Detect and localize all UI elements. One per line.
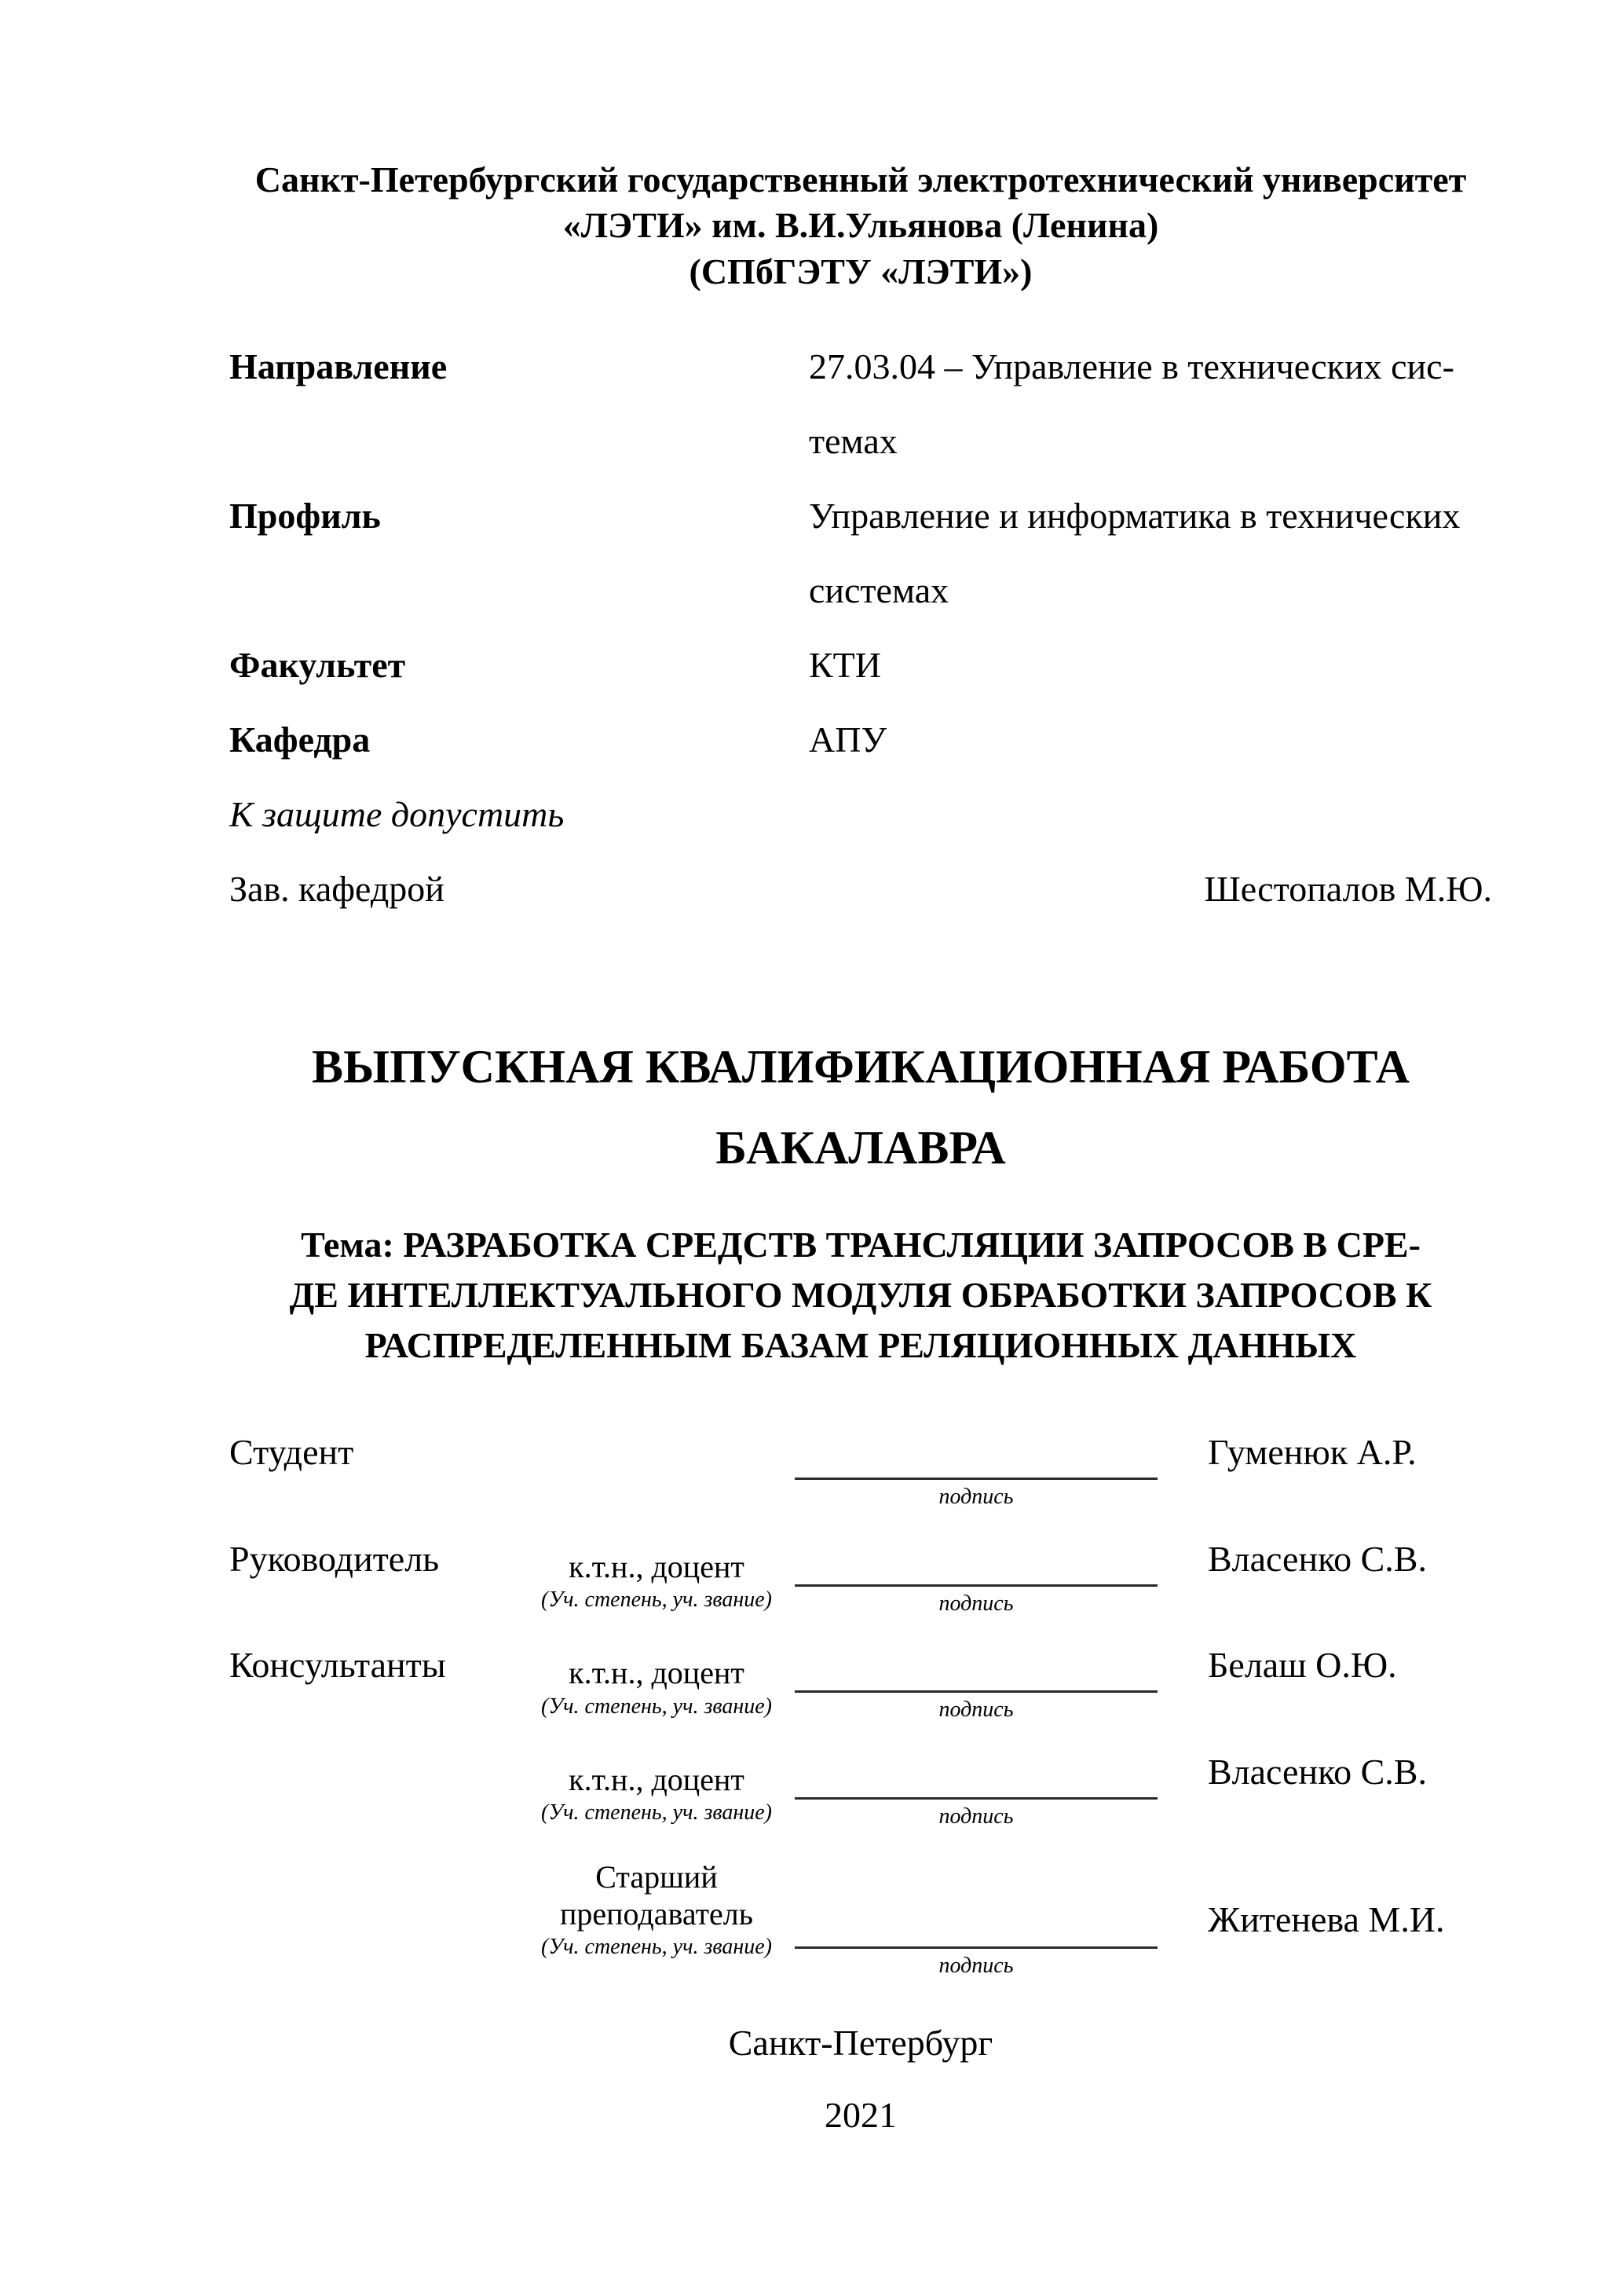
university-name-line3: (СПбГЭТУ «ЛЭТИ»): [689, 251, 1033, 291]
supervisor-name: Власенко С.В.: [1208, 1538, 1427, 1579]
student-name: Гуменюк А.Р.: [1208, 1432, 1417, 1473]
signature-line: [795, 1645, 1158, 1693]
page-footer: [229, 2007, 1492, 2151]
head-of-department-label: Зав. кафедрой: [229, 869, 444, 910]
info-row-direction: [229, 329, 1492, 478]
profile-label: Профиль: [229, 496, 381, 536]
thesis-theme-line1: Тема: РАЗРАБОТКА СРЕДСТВ ТРАНСЛЯЦИИ ЗАПРОСОВ В СРЕ-: [301, 1225, 1421, 1265]
direction-label: Направление: [229, 346, 448, 387]
consultant1-degree-text: к.т.н., доцент: [569, 1655, 744, 1691]
head-of-department-name: Шестопалов М.Ю.: [1204, 869, 1492, 910]
faculty-value-line1: КТИ: [809, 645, 881, 686]
admission-phrase: К защите допустить: [229, 794, 565, 835]
thesis-theme-line2: ДЕ ИНТЕЛЛЕКТУАЛЬНОГО МОДУЛЯ ОБРАБОТКИ ЗАПРОСОВ К: [289, 1275, 1432, 1316]
consultant3-degree: [518, 1858, 795, 1979]
consultant2-degree-text: к.т.н., доцент: [569, 1762, 744, 1797]
profile-value-line2: системах: [809, 570, 949, 611]
consultant3-signature-field: [795, 1858, 1158, 1979]
consultant3-name: Житенева М.И.: [1208, 1899, 1445, 1939]
signature-caption: подпись: [938, 1591, 1014, 1616]
signature-line: [795, 1752, 1158, 1800]
direction-value-line1: 27.03.04 – Управление в технических сис-: [809, 346, 1454, 387]
footer-city: Санкт-Петербург: [728, 2023, 993, 2063]
signature-row-supervisor: [229, 1539, 1492, 1617]
thesis-theme-line3: РАСПРЕДЕЛЕННЫМ БАЗАМ РЕЛЯЦИОННЫХ ДАННЫХ: [364, 1325, 1357, 1366]
footer-year: 2021: [825, 2095, 897, 2136]
signature-table: [229, 1432, 1492, 1979]
student-degree-caption: [518, 1441, 795, 1443]
consultant1-signature-field: [795, 1645, 1158, 1723]
signature-row-consultant-2: [229, 1752, 1492, 1830]
signature-caption: подпись: [938, 1485, 1014, 1510]
signature-caption: подпись: [938, 1697, 1014, 1723]
university-name-line2: «ЛЭТИ» им. В.И.Ульянова (Ленина): [562, 205, 1159, 246]
supervisor-degree: [518, 1539, 795, 1617]
supervisor-degree-text: к.т.н., доцент: [569, 1548, 744, 1584]
consultant2-signature-field: [795, 1752, 1158, 1830]
program-info-table: [229, 329, 1492, 777]
faculty-label: Факультет: [229, 645, 406, 686]
student-label: Студент: [229, 1432, 354, 1473]
student-degree: [518, 1432, 795, 1511]
signature-row-consultant-3: [229, 1858, 1492, 1979]
signature-line: [795, 1432, 1158, 1480]
faculty-value: [809, 628, 1492, 702]
info-row-department: [229, 702, 1492, 777]
consultant3-degree-text: Старший преподаватель: [559, 1858, 754, 1932]
department-value-line1: АПУ: [809, 720, 887, 760]
consultants-label: Консультанты: [229, 1645, 446, 1686]
supervisor-label: Руководитель: [229, 1538, 440, 1579]
consultant2-name: Власенко С.В.: [1208, 1752, 1427, 1792]
signature-row-consultant-1: [229, 1645, 1492, 1723]
signature-row-student: [229, 1432, 1492, 1511]
signature-line: [795, 1858, 1158, 1949]
consultant1-degree-caption: (Уч. степень, уч. звание): [541, 1694, 772, 1719]
signature-caption: подпись: [938, 1804, 1014, 1829]
profile-value: [809, 478, 1492, 628]
direction-value-line2: темах: [809, 421, 898, 462]
consultant1-degree: [518, 1645, 795, 1723]
direction-value: [809, 329, 1492, 478]
consultant2-degree: [518, 1752, 795, 1830]
admission-row: [229, 851, 1492, 926]
admission-block: [229, 777, 1492, 926]
signature-caption: подпись: [938, 1953, 1014, 1978]
main-title-line1: ВЫПУСКНАЯ КВАЛИФИКАЦИОННАЯ РАБОТА: [312, 1041, 1410, 1093]
info-row-faculty: [229, 628, 1492, 702]
supervisor-degree-caption: (Уч. степень, уч. звание): [541, 1587, 772, 1612]
university-header: [229, 157, 1492, 295]
main-title-line2: БАКАЛАВРА: [715, 1122, 1006, 1174]
info-row-profile: [229, 478, 1492, 628]
consultant3-label: [229, 1858, 518, 1979]
student-signature-field: [795, 1432, 1158, 1511]
thesis-theme: [229, 1220, 1492, 1371]
consultant2-degree-caption: (Уч. степень, уч. звание): [541, 1800, 772, 1825]
department-label: Кафедра: [229, 720, 371, 760]
consultant2-label: [229, 1752, 518, 1830]
department-value: [809, 702, 1492, 777]
signature-line: [795, 1539, 1158, 1587]
supervisor-signature-field: [795, 1539, 1158, 1617]
main-title: [229, 1027, 1492, 1188]
profile-value-line1: Управление и информатика в технических: [809, 496, 1461, 536]
university-name-line1: Санкт-Петербургский государственный электротехнический университет: [254, 159, 1467, 200]
consultant3-degree-caption: (Уч. степень, уч. звание): [541, 1934, 772, 1959]
consultant1-name: Белаш О.Ю.: [1208, 1645, 1397, 1686]
